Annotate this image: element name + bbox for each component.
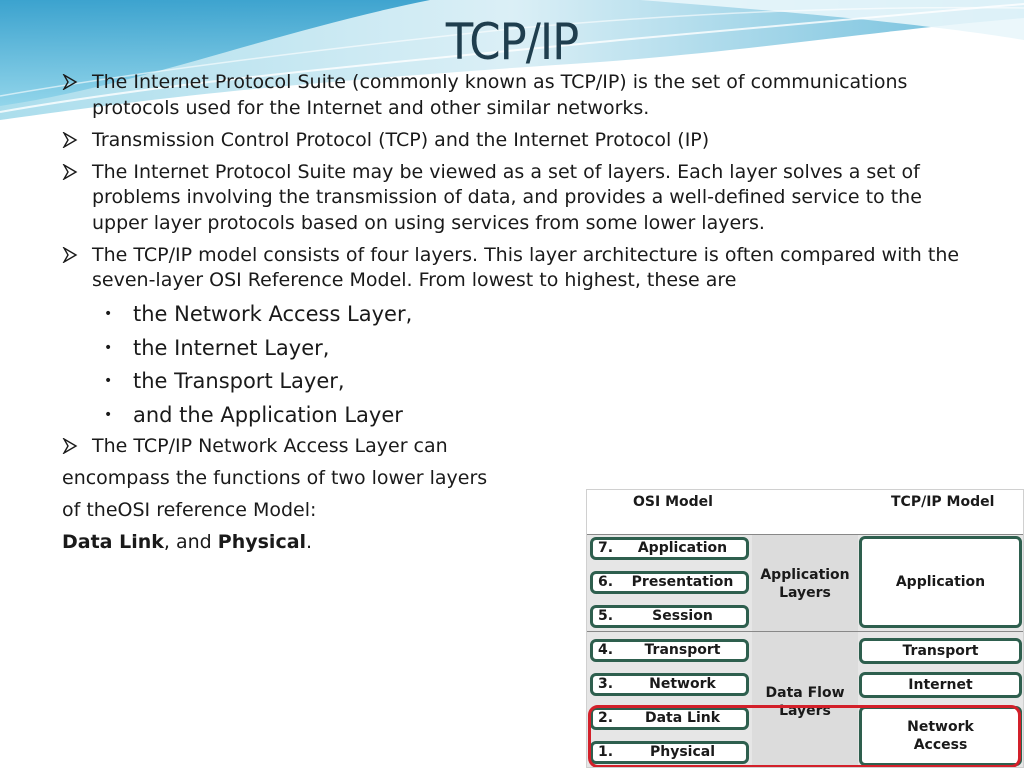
- sub-bullet-item: [62, 300, 962, 328]
- arrow-bullet-icon: [62, 247, 78, 263]
- physical-term: Physical: [217, 531, 307, 553]
- bullet-item: [62, 434, 962, 460]
- sub-bullet-text: the Transport Layer,: [133, 369, 345, 393]
- bullet-text: The TCP/IP model consists of four layers. This layer architecture is often compared with the seven-layer OSI Reference Model. From lowest to highest, these are: [92, 243, 960, 291]
- network-access-highlight: [588, 705, 1021, 768]
- sub-bullet-item: [62, 401, 962, 429]
- sub-bullet-item: [62, 334, 962, 362]
- dot-bullet-icon: •: [104, 406, 113, 423]
- osi-tcpip-diagram: [586, 489, 1024, 768]
- tcp-network-access-layer: Network Access: [859, 706, 1022, 766]
- osi-layer-1: 1. Physical: [590, 741, 749, 764]
- dot-bullet-icon: •: [104, 306, 113, 322]
- osi-layer-6: 6. Presentation: [590, 571, 749, 594]
- sub-bullet-text: and the Application Layer: [133, 402, 403, 427]
- final-line-mid: , and: [163, 531, 218, 553]
- continuation-line: encompass the functions of two lower layers: [62, 467, 488, 489]
- arrow-bullet-icon: [62, 164, 78, 180]
- bullet-text: The Internet Protocol Suite (commonly known as TCP/IP) is the set of communications protocols used for the Internet and other similar networks.: [92, 71, 908, 119]
- bullet-text: The Internet Protocol Suite may be viewed as a set of layers. Each layer solves a set of problems involving the transmission of data, and provides a well-defined service to the upper layer protocols based on using services from some lower layers.: [92, 160, 922, 234]
- arrow-bullet-icon: [62, 132, 78, 148]
- bullet-item: [62, 128, 962, 154]
- bullet-item: [62, 243, 962, 294]
- final-line-end: .: [306, 531, 313, 553]
- sub-bullet-text: the Network Access Layer,: [133, 302, 413, 326]
- arrow-bullet-icon: [62, 438, 78, 454]
- bullet-text: Transmission Control Protocol (TCP) and the Internet Protocol (IP): [92, 128, 710, 151]
- dot-bullet-icon: •: [104, 373, 113, 389]
- bullet-item: [62, 160, 962, 237]
- osi-layer-2: 2. Data Link: [590, 707, 749, 730]
- sub-bullet-item: [62, 367, 962, 395]
- osi-layer-4: 4. Transport: [590, 639, 749, 662]
- dot-bullet-icon: •: [104, 339, 113, 356]
- osi-layer-7: 7. Application: [590, 537, 749, 560]
- diagram-header: [587, 490, 1023, 534]
- tcp-transport-layer: Transport: [859, 638, 1022, 664]
- application-layers-label: Application Layers: [760, 567, 850, 601]
- tcp-application-layer: Application: [859, 536, 1022, 628]
- continuation-line: of theOSI reference Model:: [62, 499, 317, 521]
- data-link-term: Data Link: [62, 531, 164, 553]
- osi-layer-5: 5. Session: [590, 605, 749, 628]
- bullet-text: The TCP/IP Network Access Layer can: [92, 435, 448, 457]
- group-separator: [587, 631, 1023, 632]
- osi-layer-3: 3. Network: [590, 673, 749, 696]
- osi-model-header: OSI Model: [633, 494, 713, 510]
- arrow-bullet-icon: [62, 74, 78, 90]
- tcpip-model-header: TCP/IP Model: [891, 494, 995, 510]
- bullet-item: [62, 70, 962, 121]
- sub-bullet-text: the Internet Layer,: [133, 335, 330, 360]
- tcp-internet-layer: Internet: [859, 672, 1022, 698]
- header-separator: [587, 534, 1023, 535]
- dataflow-layers-label: Data Flow Layers: [765, 685, 845, 719]
- slide-title: TCP/IP: [445, 13, 579, 71]
